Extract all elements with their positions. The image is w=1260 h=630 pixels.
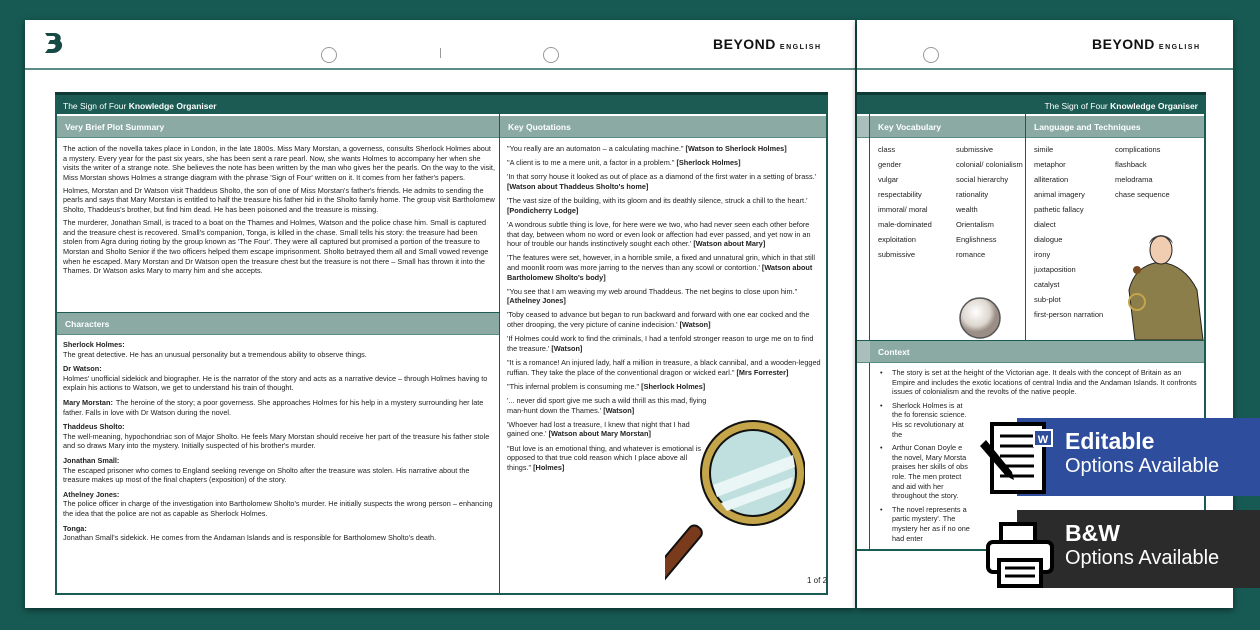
quote-item <box>507 220 823 249</box>
quote-text: '... never did sport give me such a wild thrill as this mad, flying man-hunt down the Thames.' <box>507 396 707 415</box>
quote-source: [Watson] <box>551 343 583 353</box>
vocab-term: male-dominated <box>878 220 932 229</box>
editable-title: Editable <box>1065 428 1155 454</box>
word-document-edit-icon <box>978 420 1056 496</box>
organiser-title <box>857 92 1206 114</box>
techniques-heading: Language and Techniques <box>1026 116 1204 138</box>
context-bullet: • Sherlock Holmes is at the fo forensic science. His sc revolutionary at the <box>875 401 972 439</box>
bw-subtitle: Options Available <box>1065 547 1220 569</box>
character-name: Thaddeus Sholto: <box>63 422 125 432</box>
vocab-term: respectability <box>878 190 922 199</box>
quote-text: "But love is an emotional thing, and whatever is emotional is opposed to that true cold reason which I place above all things." <box>507 443 702 472</box>
context-bullet: • The novel represents a partic mystery'. The mystery her as if no one had enter <box>875 505 972 543</box>
vocab-term: animal imagery <box>1034 190 1085 199</box>
vocab-term: catalyst <box>1034 280 1060 289</box>
character-name: Dr Watson: <box>63 364 102 374</box>
character-entry <box>63 340 495 359</box>
plot-heading: Very Brief Plot Summary <box>57 116 499 138</box>
vocab-term: Orientalism <box>956 220 994 229</box>
column-divider <box>499 114 500 595</box>
character-description: The great detective. He has an unusual personality but a tremendous ability to observe things. <box>63 349 367 359</box>
vocab-term: romance <box>956 250 986 259</box>
header-rule <box>25 68 855 70</box>
vocab-term: wealth <box>956 205 978 214</box>
brand-name: BEYOND <box>1092 36 1155 52</box>
character-description: The police officer in charge of the investigation into Bartholomew Sholto's murder. He initially suspects the wrong person – enhancing the idea that the police are not as capable as Sherlock Holmes. <box>63 499 493 518</box>
context-heading: Context <box>870 341 1204 363</box>
quote-item <box>507 334 823 353</box>
quote-text: "This infernal problem is consuming me." <box>507 381 640 391</box>
quote-item <box>507 196 823 215</box>
title-bold: Knowledge Organiser <box>128 101 217 111</box>
plot-paragraph: Holmes, Morstan and Dr Watson visit Thaddeus Sholto, the son of one of Miss Morstan's father's friends. He admits to sending the pearls and says that Mary Morstan is entitled to half the treasure his father hid in the Sholto family home. The group visit Bartholomew Sholto, Thaddeus's brother, but find him dead. He has been poisoned and the treasure is missing. <box>63 185 495 215</box>
plot-summary <box>63 144 495 279</box>
quote-source: [Watson] <box>679 320 711 330</box>
quote-text: 'If Holmes could work to find the criminals, I had a tenfold stronger reason to urge me on to find the treasure.' <box>507 334 814 353</box>
character-name: Jonathan Small: <box>63 455 120 465</box>
character-name: Tonga: <box>63 523 87 533</box>
vocab-col-1 <box>878 145 948 265</box>
quote-text: 'The features were set, however, in a horrible smile, a fixed and unnatural grin, which in that still and moonlit room was more jarring to the nerves than any scowl or contortion.' <box>507 253 816 272</box>
quote-item <box>507 382 823 392</box>
quote-item <box>507 287 823 306</box>
quotes-heading: Key Quotations <box>500 116 826 138</box>
quote-text: "You see that I am weaving my web around Thaddeus. The net begins to close upon him." <box>507 286 798 296</box>
vocab-heading: Key Vocabulary <box>870 116 1025 138</box>
vocab-term: exploitation <box>878 235 916 244</box>
punch-hole <box>923 47 939 63</box>
character-description: The well-meaning, hypochondriac son of Major Sholto. He feels Mary Morstan should receive her part of the treasure his father stole and so draws Mary into the mystery. Initially suspected of his brother's murder. <box>63 431 490 451</box>
context-bullet: • The story is set at the height of the Victorian age. It deals with the concept of Britain as an Empire and includes the exotic locations of central India and the Andaman Islands. It confronts issues of colonialism and the revolts of the native people. <box>875 368 1200 397</box>
character-entry <box>63 364 495 393</box>
magnifying-glass-icon <box>665 415 805 595</box>
vocab-col-2 <box>956 145 1024 265</box>
sherlock-holmes-illustration <box>1115 230 1207 340</box>
title-bold: Knowledge Organiser <box>1110 101 1198 111</box>
page-1 <box>25 20 855 608</box>
quote-item <box>507 310 823 329</box>
vocab-term: vulgar <box>878 175 899 184</box>
vocab-term: flashback <box>1115 160 1147 169</box>
character-name: Sherlock Holmes: <box>63 340 125 349</box>
vocab-term: sub-plot <box>1034 295 1061 304</box>
vocab-term: chase sequence <box>1115 190 1170 199</box>
quote-source: [Athelney Jones] <box>507 296 566 306</box>
title-prefix: The Sign of Four <box>1044 101 1108 111</box>
character-name: Athelney Jones: <box>63 489 120 499</box>
quote-source: [Mrs Forrester] <box>736 367 789 377</box>
quote-source: [Pondicherry Lodge] <box>507 205 579 215</box>
character-name: Mary Morstan: <box>63 397 113 407</box>
vocab-term: class <box>878 145 896 154</box>
quote-item <box>507 358 823 377</box>
character-description: The heroine of the story; a poor governess. She approaches Holmes for his help in a mystery surrounding her late father. Falls in love with Dr Watson during the novel. <box>63 397 484 417</box>
character-entry <box>63 422 495 451</box>
brand-name: BEYOND <box>713 36 776 52</box>
vocab-term: complications <box>1115 145 1161 154</box>
vocab-term: immoral/ moral <box>878 205 928 214</box>
column-divider <box>869 114 870 551</box>
quote-source: [Sherlock Holmes] <box>641 381 706 391</box>
vocab-term: melodrama <box>1115 175 1153 184</box>
vocab-term: metaphor <box>1034 160 1066 169</box>
quote-text: 'Toby ceased to advance but began to run backward and forward with one ear cocked and the other drooping, the very picture of canine indecision.' <box>507 310 810 330</box>
printer-icon <box>985 520 1055 590</box>
techniques-col-2 <box>1115 145 1205 205</box>
quote-source: [Sherlock Holmes] <box>676 158 741 168</box>
vocab-term: alliteration <box>1034 175 1069 184</box>
brand-sub: ENGLISH <box>779 44 822 51</box>
vocab-term: colonial/ colonialism <box>956 160 1023 169</box>
quote-source: [Watson about Mary Morstan] <box>548 429 651 439</box>
vocab-term: dialogue <box>1034 235 1063 244</box>
vocab-term: irony <box>1034 250 1051 259</box>
quote-source: [Holmes] <box>533 462 565 472</box>
brand-logo <box>713 36 822 52</box>
characters-list <box>63 340 495 548</box>
organiser-title <box>55 92 828 114</box>
character-entry <box>63 490 495 519</box>
quote-text: "It is a romance! An injured lady, half a million in treasure, a black cannibal, and a wooden-legged ruffian. They take the place of the conventional dragon or wicked earl." <box>507 358 821 377</box>
editable-subtitle: Options Available <box>1065 455 1220 477</box>
context-bullet: • Arthur Conan Doyle e the novel, Mary Morsta praises her skills of obs role. The men protect and aid with her throughout the story. <box>875 443 972 501</box>
divider <box>440 48 441 58</box>
column-divider <box>1025 114 1026 340</box>
quote-item <box>507 158 823 168</box>
title-prefix: The Sign of Four <box>63 101 127 111</box>
vocab-term: first-person narration <box>1034 310 1104 319</box>
word-letter: W <box>1037 434 1049 446</box>
character-entry <box>63 524 495 543</box>
vocab-term: gender <box>878 160 902 169</box>
plot-paragraph: The murderer, Jonathan Small, is traced to a boat on the Thames and Holmes, Watson and the police chase him. Small is captured and the treasure chest is recovered. Small's companion, Tonga, is killed in the chase. Small tells his story: the treasure had been stolen from Agra during rioting by the group known as 'The Four'. They were all captured but promised a portion of the treasure to Morstan and Sholto Senior if the two officers helped them escape imprisonment. Sholto betrayed them all and Small vowed revenge when he escaped. Mary Morstan and Dr Watson open the treasure chest but the treasure is not there – Small has thrown it into the Thames. Dr Watson asks Mary to marry him and she accepts. <box>63 218 489 276</box>
vocab-term: social hierarchy <box>956 175 1009 184</box>
beyond-logo-icon <box>42 32 64 58</box>
punch-hole <box>543 47 559 63</box>
quote-source: [Watson to Sherlock Holmes] <box>685 144 787 153</box>
vocab-term: Englishness <box>956 235 997 244</box>
quote-item <box>507 172 823 191</box>
quote-source: [Watson about Bartholomew Sholto's body] <box>507 262 813 282</box>
character-description: The escaped prisoner who comes to England seeking revenge on Sholto after the treasure was stolen. His narrative about the treasure makes up most of the final chapters (exposition) of the story. <box>63 465 470 485</box>
quote-item <box>507 396 707 415</box>
vocab-term: submissive <box>878 250 916 259</box>
quote-text: "You really are an automaton – a calculating machine." <box>507 144 684 153</box>
character-description: Jonathan Small's sidekick. He comes from the Andaman Islands and is responsible for Bartholomew Sholto's death. <box>63 533 437 543</box>
vocab-term: simile <box>1034 145 1054 154</box>
pearl-icon <box>958 296 1002 340</box>
characters-heading: Characters <box>57 313 499 335</box>
quote-text: 'In that sorry house it looked as out of place as a diamond of the first water in a setting of brass.' <box>507 172 817 182</box>
page-number: 1 of 2 <box>807 576 828 585</box>
header-rule <box>857 68 1233 70</box>
quote-text: 'Whoever had lost a treasure, I knew that night that I had gained one.' <box>507 419 690 439</box>
quote-text: 'A wondrous subtle thing is love, for here were we two, who had never seen each other before that day, between whom no word or even look or affection had ever passed, and yet now in an hour of trouble our hands instinctively sought each other.' <box>507 219 811 249</box>
brand-logo <box>1092 36 1201 52</box>
vocab-term: dialect <box>1034 220 1056 229</box>
vocab-term: juxtaposition <box>1034 265 1076 274</box>
quote-text: 'The vast size of the building, with its gloom and its deathly silence, struck a chill to the heart.' <box>507 196 808 206</box>
vocab-term: pathetic fallacy <box>1034 205 1084 214</box>
techniques-col-1 <box>1034 145 1106 325</box>
quote-item <box>507 253 823 282</box>
vocab-term: rationality <box>956 190 989 199</box>
character-entry <box>63 456 495 485</box>
plot-paragraph: The action of the novella takes place in London, in the late 1800s. Miss Mary Morstan, a governess, consults Sherlock Holmes about a mystery. Every year for the past six years, she has been sent a rare pearl. Now, she wants Holmes to accompany her when she visits the writer of a strange note. She believes the note has been written by the man who gives her the pearls. On the way to the visit, Miss Morstan shows Holmes a strange diagram with the phrase 'Sign of Four' written on it. It comes from her father's papers. <box>63 144 495 182</box>
bw-title: B&W <box>1065 520 1120 546</box>
quote-text: "A client is to me a mere unit, a factor in a problem." <box>507 158 675 168</box>
quote-source: [Watson] <box>603 405 635 415</box>
quote-source: [Watson about Thaddeus Sholto's home] <box>507 181 649 191</box>
quote-item <box>507 144 823 154</box>
character-description: Holmes' unofficial sidekick and biographer. He is the narrator of the story and acts as a narrative device – through Holmes having to explain his actions to Watson, we get to understand his train of thought. <box>63 373 488 393</box>
brand-sub: ENGLISH <box>1158 44 1201 51</box>
punch-hole <box>321 47 337 63</box>
vocab-term: submissive <box>956 145 994 154</box>
character-entry <box>63 398 495 417</box>
quote-source: [Watson about Mary] <box>693 239 766 249</box>
